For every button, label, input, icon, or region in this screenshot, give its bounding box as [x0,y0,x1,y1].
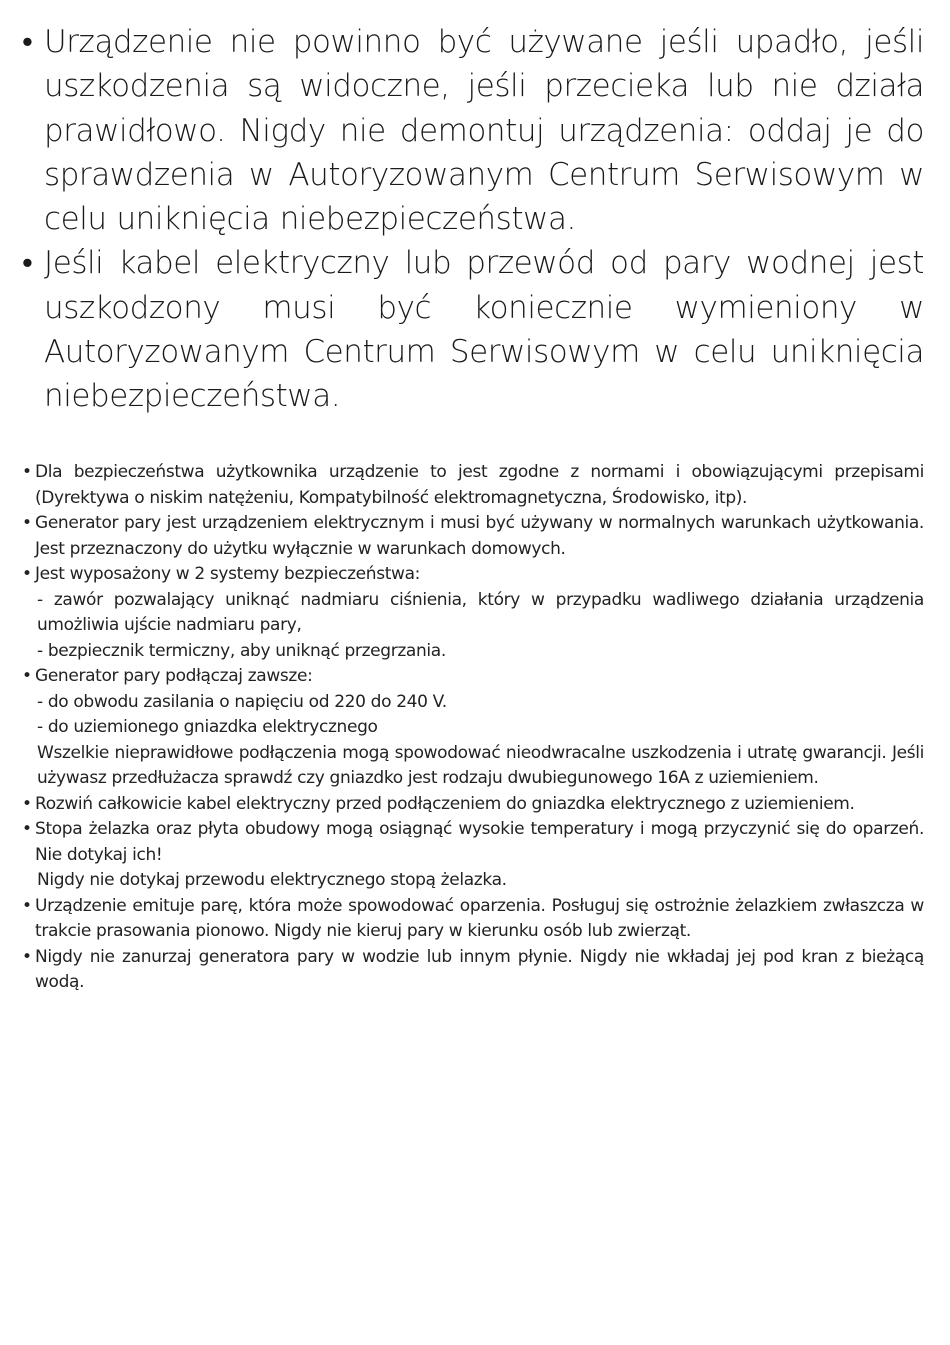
safety-text: Generator pary jest urządzeniem elektrycznym i musi być używany w normalnych warunkach użytkowania. Jest przeznaczony do użytku wyłącznie w warunkach domowych. [35,513,924,559]
safety-text: Urządzenie emituje parę, która może spowodować oparzenia. Posługuj się ostrożnie żelazkiem zwłaszcza w trakcie prasowania pionowo. Nigdy nie kieruj pary w kierunku osób lub zwierząt. [35,895,924,941]
bullet-icon: • [22,793,32,814]
bullet-icon: • [22,245,33,282]
safety-note-improper-connection: Wszelkie nieprawidłowe podłączenia mogą spowodować nieodwracalne uszkodzenia i utratę gwarancji. Jeśli używasz przedłużacza sprawdź czy gniazdko jest rodzaju dwubiegunowego 16A z uziemieniem. [37,742,924,788]
warning-item-damaged-cable [22,241,924,418]
safety-subitem-voltage: - do obwodu zasilania o napięciu od 220 do 240 V. [37,691,447,712]
warning-text: Jeśli kabel elektryczny lub przewód od pary wodnej jest uszkodzony musi być koniecznie wymieniony w Autoryzowanym Centrum Serwisowym w celu uniknięcia niebezpieczeństwa. [44,245,924,415]
safety-subitem-pressure-valve: - zawór pozwalający uniknąć nadmiaru ciśnienia, który w przypadku wadliwego działania urządzenia umożliwia ujście nadmiaru pary, [37,589,924,635]
safety-item-no-immersion [22,945,924,996]
bullet-icon: • [22,462,32,482]
safety-item-safety-systems [22,562,924,664]
safety-item-hot-surfaces [22,817,924,894]
safety-item-connection [22,664,924,792]
bullet-icon: • [22,24,33,60]
bullet-icon: • [22,564,32,584]
important-warnings-list [22,20,924,419]
warning-text: Urządzenie nie powinno być używane jeśli upadło, jeśli uszkodzenia są widoczne, jeśli przecieka lub nie działa prawidłowo. Nigdy nie demontuj urządzenia: oddaj je do sprawdzenia w Autoryzowanym Centrum Serwisowym w celu uniknięcia niebezpieczeństwa. [44,24,924,238]
warning-item-damaged-appliance [22,20,924,241]
safety-item-standards [22,460,924,511]
safety-item-steam-burns [22,894,924,945]
bullet-icon: • [22,819,32,839]
safety-item-domestic-use [22,511,924,562]
safety-text: Stopa żelazka oraz płyta obudowy mogą osiągnąć wysokie temperatury i mogą przyczynić się do oparzeń. Nie dotykaj ich! [35,819,924,865]
safety-item-unwind-cable [22,792,924,818]
safety-text: Jest wyposażony w 2 systemy bezpieczeństwa: [35,564,421,584]
safety-subitem-thermal-fuse: - bezpiecznik termiczny, aby uniknąć przegrzania. [37,640,446,661]
safety-text: Nigdy nie zanurzaj generatora pary w wodzie lub innym płynie. Nigdy nie wkładaj jej pod kran z bieżącą wodą. [35,946,924,992]
safety-text: Dla bezpieczeństwa użytkownika urządzenie to jest zgodne z normami i obowiązującymi przepisami (Dyrektywa o niskim natężeniu, Kompatybilność elektromagnetyczna, Środowisko, itp). [35,462,924,508]
safety-instructions-list [22,460,924,996]
safety-text: Generator pary podłączaj zawsze: [35,666,313,686]
bullet-icon: • [22,946,32,967]
bullet-icon: • [22,895,32,916]
safety-note-cable-soleplate: Nigdy nie dotykaj przewodu elektrycznego stopą żelazka. [37,870,507,890]
safety-subitem-grounded-socket: - do uziemionego gniazdka elektrycznego [37,717,378,737]
bullet-icon: • [22,513,32,533]
safety-text: Rozwiń całkowicie kabel elektryczny przed podłączeniem do gniazdka elektrycznego z uziemieniem. [35,793,855,814]
bullet-icon: • [22,666,32,686]
